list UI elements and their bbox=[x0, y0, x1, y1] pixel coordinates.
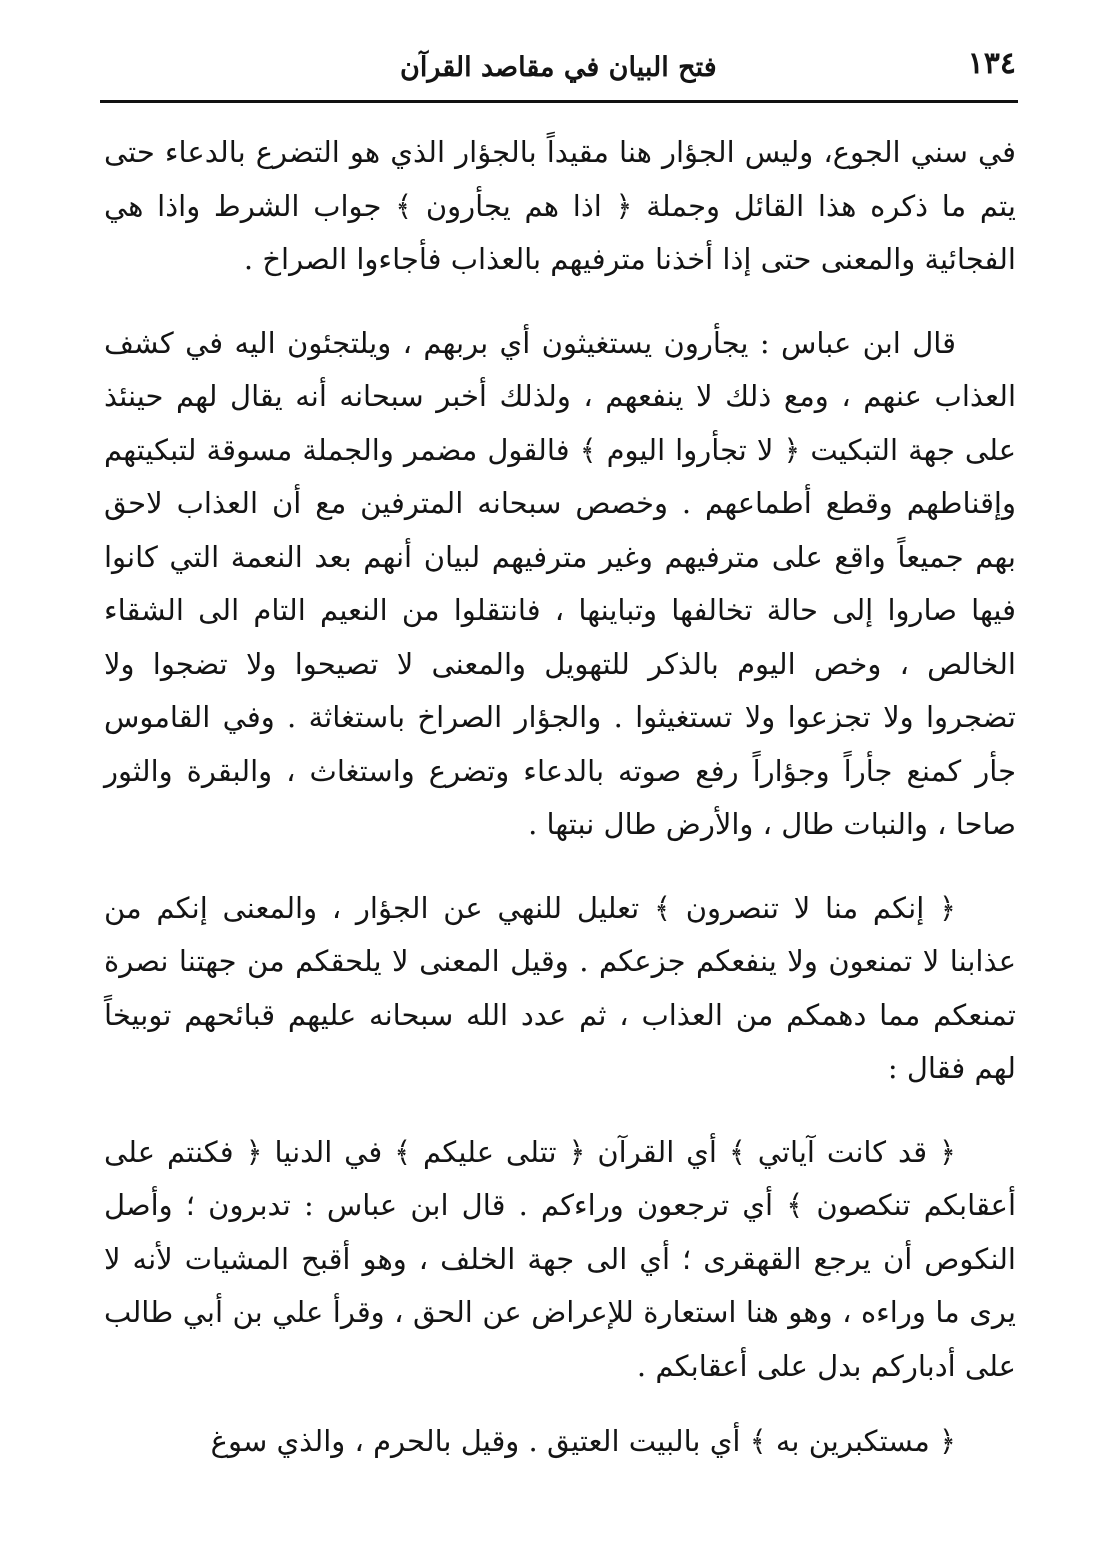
paragraph: ﴿ مستكبرين به ﴾ أي بالبيت العتيق . وقيل بالحرم ، والذي سوغ bbox=[210, 1424, 956, 1458]
body-text bbox=[104, 126, 1016, 1469]
page-number: ١٣٤ bbox=[967, 46, 1016, 81]
paragraph: قال ابن عباس : يجأرون يستغيثون أي بربهم ، ويلتجئون اليه في كشف العذاب عنهم ، ومع ذلك لا ينفعهم ، ولذلك أخبر سبحانه أنه يقال لهم حينئذ على جهة التبكيت ﴿ لا تجأروا اليوم ﴾ فالقول مضمر والجملة مسوقة لتبكيتهم وإقناطهم وقطع أطماعهم . وخصص سبحانه المترفين مع أن العذاب لاحق بهم جميعاً واقع على مترفيهم وغير مترفيهم لبيان أنهم بعد النعمة التي كانوا فيها صاروا إلى حالة تخالفها وتباينها ، فانتقلوا من النعيم التام الى الشقاء الخالص ، وخص اليوم بالذكر للتهويل والمعنى لا تصيحوا ولا تضجوا ولا تضجروا ولا تجزعوا ولا تستغيثوا . والجؤار الصراخ باستغاثة . وفي القاموس جأر كمنع جأراً وجؤاراً رفع صوته بالدعاء وتضرع واستغاث ، والبقرة والثور صاحا ، والنبات طال ، والأرض طال نبتها . bbox=[104, 325, 1016, 841]
paragraph: ﴿ إنكم منا لا تنصرون ﴾ تعليل للنهي عن الجؤار ، والمعنى إنكم من عذابنا لا تمنعون ولا ينفعكم جزعكم . وقيل المعنى لا يلحقكم من جهتنا نصرة تمنعكم مما دهمكم من العذاب ، ثم عدد الله سبحانه عليهم قبائحهم توبيخاً لهم فقال : bbox=[104, 890, 1016, 1085]
running-title: فتح البيان في مقاصد القرآن bbox=[400, 52, 717, 83]
paragraph: ﴿ قد كانت آياتي ﴾ أي القرآن ﴿ تتلى عليكم ﴾ في الدنيا ﴿ فكنتم على أعقابكم تنكصون ﴾ أي ترجعون وراءكم . قال ابن عباس : تدبرون ؛ وأصل النكوص أن يرجع القهقرى ؛ أي الى جهة الخلف ، وهو أقبح المشيات لأنه لا يرى ما وراءه ، وهو هنا استعارة للإعراض عن الحق ، وقرأ علي بن أبي طالب على أدباركم بدل على أعقابكم . bbox=[104, 1134, 1016, 1383]
header-divider bbox=[100, 100, 1018, 103]
paragraph: في سني الجوع، وليس الجؤار هنا مقيداً بالجؤار الذي هو التضرع بالدعاء حتى يتم ما ذكره هذا القائل وجملة ﴿ اذا هم يجأرون ﴾ جواب الشرط واذا هي الفجائية والمعنى حتى إذا أخذنا مترفيهم بالعذاب فأجاءوا الصراخ . bbox=[104, 135, 1016, 276]
page-header bbox=[100, 40, 1016, 100]
